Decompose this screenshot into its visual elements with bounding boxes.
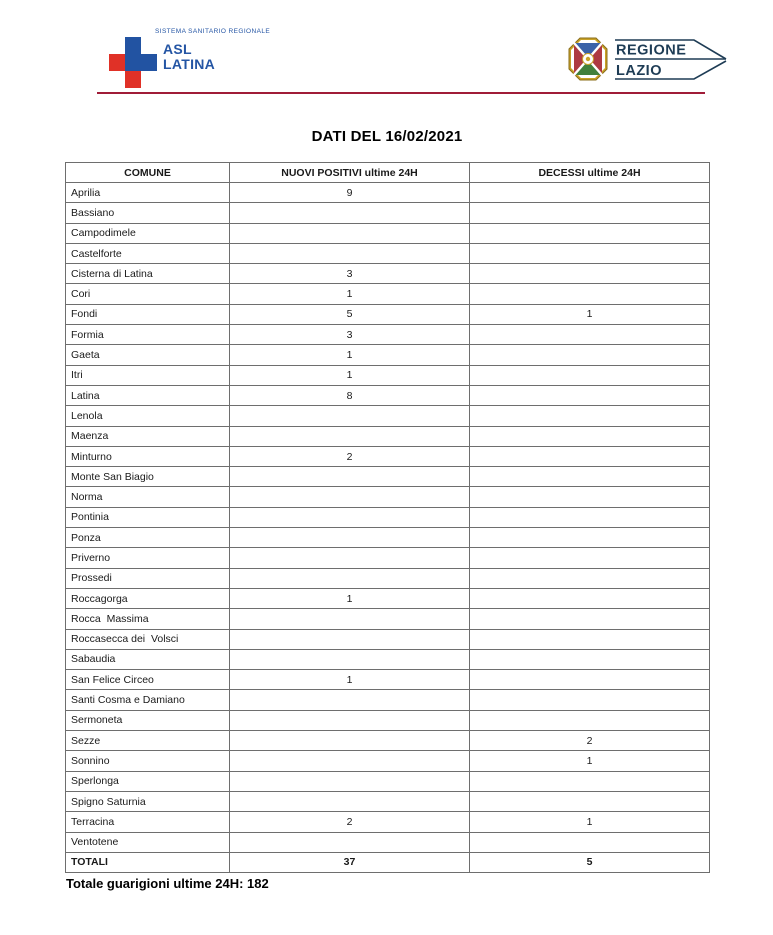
totals-label: TOTALI [66, 852, 230, 872]
nuovi-positivi-cell [230, 406, 470, 426]
decessi-cell [470, 264, 710, 284]
decessi-cell [470, 771, 710, 791]
decessi-cell [470, 670, 710, 690]
comune-cell: Sabaudia [66, 649, 230, 669]
nuovi-positivi-cell: 2 [230, 446, 470, 466]
table-row [66, 467, 710, 487]
table-row [66, 507, 710, 527]
table-row [66, 385, 710, 405]
decessi-cell [470, 568, 710, 588]
comune-cell: Campodimele [66, 223, 230, 243]
nuovi-positivi-cell: 1 [230, 670, 470, 690]
comune-cell: Minturno [66, 446, 230, 466]
table-row [66, 528, 710, 548]
table-row [66, 325, 710, 345]
nuovi-positivi-cell [230, 791, 470, 811]
table-row [66, 548, 710, 568]
comune-cell: Ventotene [66, 832, 230, 852]
decessi-cell [470, 183, 710, 203]
column-header-nuovi-positivi: NUOVI POSITIVI ultime 24H [230, 163, 470, 183]
comune-cell: San Felice Circeo [66, 670, 230, 690]
comune-cell: Castelforte [66, 243, 230, 263]
cross-center [125, 54, 141, 71]
comune-cell: Monte San Biagio [66, 467, 230, 487]
table-row [66, 812, 710, 832]
recoveries-note: Totale guarigioni ultime 24H: 182 [66, 876, 269, 891]
decessi-cell [470, 284, 710, 304]
nuovi-positivi-cell: 2 [230, 812, 470, 832]
cross-bottom-arm [125, 71, 141, 88]
comune-cell: Cisterna di Latina [66, 264, 230, 284]
decessi-cell [470, 467, 710, 487]
decessi-cell [470, 528, 710, 548]
comune-cell: Roccagorga [66, 588, 230, 608]
regione-lazio-logo [568, 36, 743, 86]
nuovi-positivi-cell [230, 223, 470, 243]
nuovi-positivi-cell [230, 467, 470, 487]
comune-cell: Norma [66, 487, 230, 507]
nuovi-positivi-cell: 1 [230, 365, 470, 385]
cross-left-arm [109, 54, 125, 71]
table-row [66, 406, 710, 426]
comune-cell: Ponza [66, 528, 230, 548]
table-row [66, 731, 710, 751]
table-body [66, 183, 710, 853]
table-row [66, 487, 710, 507]
nuovi-positivi-cell [230, 548, 470, 568]
nuovi-positivi-cell [230, 568, 470, 588]
regione-text-line2: LAZIO [616, 63, 662, 79]
nuovi-positivi-cell: 8 [230, 385, 470, 405]
table-row [66, 710, 710, 730]
comune-cell: Rocca Massima [66, 609, 230, 629]
decessi-cell [470, 345, 710, 365]
covid-data-table [65, 162, 710, 873]
asl-tagline: SISTEMA SANITARIO REGIONALE [155, 28, 271, 35]
table-row [66, 345, 710, 365]
nuovi-positivi-cell: 3 [230, 325, 470, 345]
comune-cell: Bassiano [66, 203, 230, 223]
table-row [66, 690, 710, 710]
table-header-row [66, 163, 710, 183]
comune-cell: Santi Cosma e Damiano [66, 690, 230, 710]
asl-name [163, 42, 215, 72]
table-row [66, 243, 710, 263]
column-header-comune: COMUNE [66, 163, 230, 183]
comune-cell: Sermoneta [66, 710, 230, 730]
decessi-cell [470, 223, 710, 243]
decessi-cell [470, 487, 710, 507]
comune-cell: Sperlonga [66, 771, 230, 791]
nuovi-positivi-cell: 3 [230, 264, 470, 284]
table-row [66, 284, 710, 304]
regione-lazio-emblem-icon [568, 36, 608, 82]
table-row [66, 264, 710, 284]
decessi-cell: 2 [470, 731, 710, 751]
table-header [66, 163, 710, 183]
comune-cell: Cori [66, 284, 230, 304]
decessi-cell [470, 325, 710, 345]
comune-cell: Maenza [66, 426, 230, 446]
comune-cell: Priverno [66, 548, 230, 568]
nuovi-positivi-cell: 1 [230, 284, 470, 304]
table-row [66, 832, 710, 852]
decessi-cell [470, 548, 710, 568]
table-row [66, 771, 710, 791]
nuovi-positivi-cell: 1 [230, 588, 470, 608]
nuovi-positivi-cell [230, 710, 470, 730]
nuovi-positivi-cell [230, 832, 470, 852]
comune-cell: Lenola [66, 406, 230, 426]
comune-cell: Gaeta [66, 345, 230, 365]
cross-right-arm [141, 54, 157, 71]
regione-text-line1: REGIONE [616, 42, 687, 59]
decessi-cell [470, 609, 710, 629]
table-row [66, 791, 710, 811]
table-row [66, 446, 710, 466]
decessi-cell [470, 203, 710, 223]
asl-name-line1: ASL [163, 41, 192, 57]
comune-cell: Latina [66, 385, 230, 405]
decessi-cell [470, 243, 710, 263]
decessi-cell [470, 365, 710, 385]
decessi-cell [470, 791, 710, 811]
comune-cell: Pontinia [66, 507, 230, 527]
nuovi-positivi-cell [230, 243, 470, 263]
decessi-cell: 1 [470, 812, 710, 832]
comune-cell: Formia [66, 325, 230, 345]
nuovi-positivi-cell: 9 [230, 183, 470, 203]
table-row [66, 609, 710, 629]
nuovi-positivi-cell: 1 [230, 345, 470, 365]
page-title: DATI DEL 16/02/2021 [311, 128, 463, 145]
nuovi-positivi-cell: 5 [230, 304, 470, 324]
nuovi-positivi-cell [230, 426, 470, 446]
comune-cell: Spigno Saturnia [66, 791, 230, 811]
table-footer [66, 852, 710, 872]
comune-cell: Sezze [66, 731, 230, 751]
table-row [66, 304, 710, 324]
regione-lazio-wordmark [614, 38, 742, 82]
table-row [66, 588, 710, 608]
nuovi-positivi-cell [230, 203, 470, 223]
column-header-decessi: DECESSI ultime 24H [470, 163, 710, 183]
decessi-cell: 1 [470, 751, 710, 771]
header-divider-line [97, 92, 705, 94]
decessi-cell [470, 832, 710, 852]
table-row [66, 568, 710, 588]
nuovi-positivi-cell [230, 731, 470, 751]
decessi-cell: 1 [470, 304, 710, 324]
table-row [66, 649, 710, 669]
comune-cell: Terracina [66, 812, 230, 832]
comune-cell: Sonnino [66, 751, 230, 771]
nuovi-positivi-cell [230, 771, 470, 791]
cross-top-arm [125, 37, 141, 54]
totals-row [66, 852, 710, 872]
table-row [66, 426, 710, 446]
nuovi-positivi-cell [230, 629, 470, 649]
comune-cell: Itri [66, 365, 230, 385]
decessi-cell [470, 426, 710, 446]
decessi-cell [470, 507, 710, 527]
totals-positivi: 37 [230, 852, 470, 872]
asl-latina-logo [107, 26, 367, 92]
table-row [66, 629, 710, 649]
table-row [66, 183, 710, 203]
comune-cell: Fondi [66, 304, 230, 324]
table-row [66, 751, 710, 771]
nuovi-positivi-cell [230, 649, 470, 669]
table-row [66, 203, 710, 223]
table-row [66, 223, 710, 243]
totals-decessi: 5 [470, 852, 710, 872]
nuovi-positivi-cell [230, 690, 470, 710]
asl-cross-icon [109, 37, 157, 88]
nuovi-positivi-cell [230, 609, 470, 629]
decessi-cell [470, 690, 710, 710]
decessi-cell [470, 649, 710, 669]
nuovi-positivi-cell [230, 751, 470, 771]
asl-name-line2: LATINA [163, 56, 216, 72]
decessi-cell [470, 710, 710, 730]
comune-cell: Prossedi [66, 568, 230, 588]
decessi-cell [470, 588, 710, 608]
nuovi-positivi-cell [230, 487, 470, 507]
table-row [66, 365, 710, 385]
comune-cell: Roccasecca dei Volsci [66, 629, 230, 649]
nuovi-positivi-cell [230, 507, 470, 527]
decessi-cell [470, 629, 710, 649]
decessi-cell [470, 446, 710, 466]
comune-cell: Aprilia [66, 183, 230, 203]
table-row [66, 670, 710, 690]
decessi-cell [470, 385, 710, 405]
nuovi-positivi-cell [230, 528, 470, 548]
decessi-cell [470, 406, 710, 426]
